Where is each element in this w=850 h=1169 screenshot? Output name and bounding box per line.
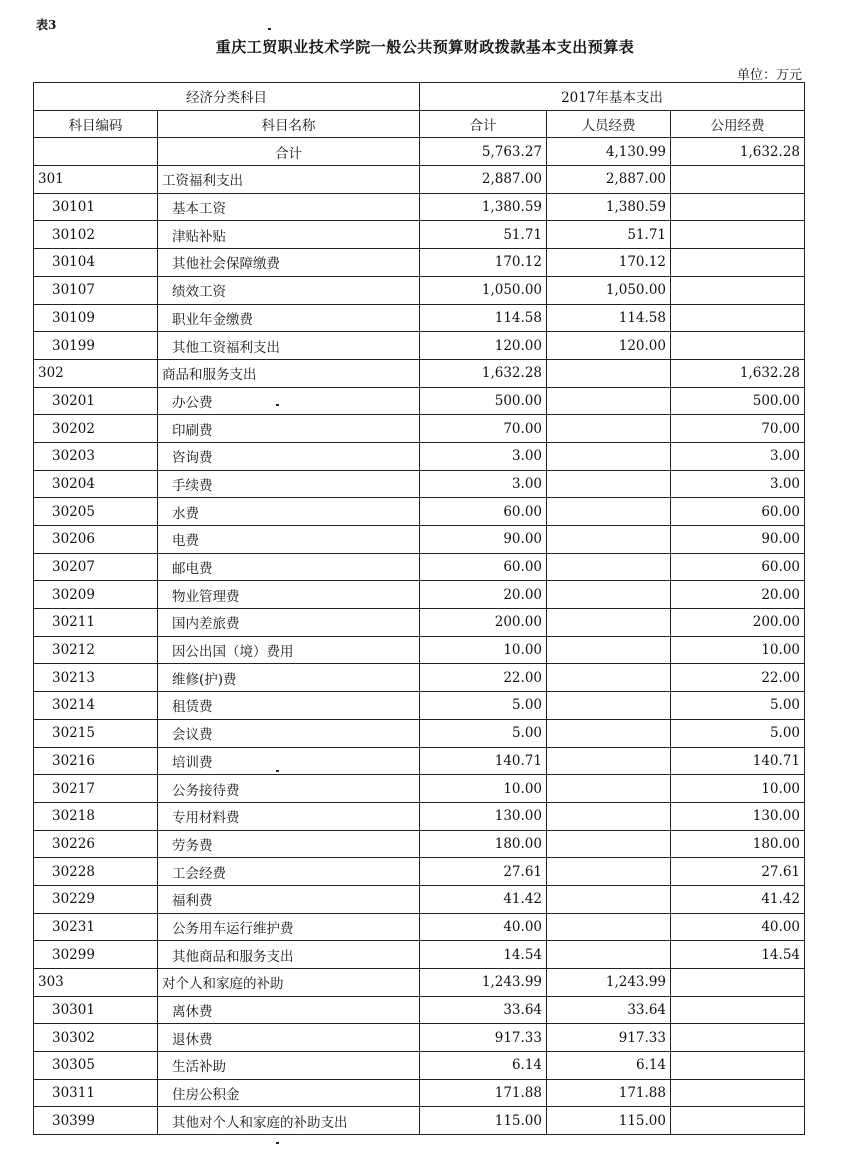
row-public	[671, 193, 805, 221]
header-total: 合计	[420, 110, 547, 138]
row-total: 171.88	[420, 1079, 547, 1107]
table-row	[34, 332, 805, 360]
row-name: 合计	[158, 138, 420, 166]
row-total: 917.33	[420, 1024, 547, 1052]
row-public: 70.00	[671, 415, 805, 443]
header-basic-expenditure-2017: 2017年基本支出	[420, 83, 805, 111]
table-row	[34, 581, 805, 609]
row-name: 工会经费	[158, 858, 420, 886]
row-code: 30102	[34, 221, 158, 249]
row-code: 30202	[34, 415, 158, 443]
row-name: 办公费	[158, 387, 420, 415]
row-name: 其他对个人和家庭的补助支出	[158, 1107, 420, 1135]
row-public	[671, 1107, 805, 1135]
row-personnel: 6.14	[547, 1052, 671, 1080]
header-row-columns	[34, 110, 805, 138]
row-personnel	[547, 526, 671, 554]
row-public: 90.00	[671, 526, 805, 554]
row-public	[671, 1052, 805, 1080]
row-name: 离休费	[158, 996, 420, 1024]
table-row	[34, 664, 805, 692]
row-total: 14.54	[420, 941, 547, 969]
table-row	[34, 221, 805, 249]
row-code: 30204	[34, 470, 158, 498]
table-row	[34, 526, 805, 554]
header-code: 科目编码	[34, 110, 158, 138]
table-row	[34, 1024, 805, 1052]
row-personnel: 33.64	[547, 996, 671, 1024]
row-code: 30212	[34, 636, 158, 664]
row-name: 维修(护)费	[158, 664, 420, 692]
row-name: 基本工资	[158, 193, 420, 221]
row-code: 30229	[34, 885, 158, 913]
row-code: 30311	[34, 1079, 158, 1107]
row-code: 30211	[34, 609, 158, 637]
row-code: 30206	[34, 526, 158, 554]
table-row	[34, 415, 805, 443]
row-personnel: 1,380.59	[547, 193, 671, 221]
row-public: 3.00	[671, 470, 805, 498]
row-personnel: 171.88	[547, 1079, 671, 1107]
table-row	[34, 276, 805, 304]
row-total: 20.00	[420, 581, 547, 609]
row-name: 会议费	[158, 719, 420, 747]
row-personnel: 1,050.00	[547, 276, 671, 304]
row-public	[671, 166, 805, 194]
row-personnel	[547, 913, 671, 941]
row-code: 30101	[34, 193, 158, 221]
row-total: 60.00	[420, 498, 547, 526]
row-public: 27.61	[671, 858, 805, 886]
row-total: 40.00	[420, 913, 547, 941]
row-name: 津贴补贴	[158, 221, 420, 249]
row-public	[671, 249, 805, 277]
row-public: 5.00	[671, 692, 805, 720]
row-total: 140.71	[420, 747, 547, 775]
row-public: 5.00	[671, 719, 805, 747]
row-personnel	[547, 498, 671, 526]
row-code: 30216	[34, 747, 158, 775]
table-row	[34, 969, 805, 997]
row-personnel	[547, 802, 671, 830]
row-name: 公务用车运行维护费	[158, 913, 420, 941]
row-personnel: 1,243.99	[547, 969, 671, 997]
row-name: 物业管理费	[158, 581, 420, 609]
row-total: 33.64	[420, 996, 547, 1024]
table-row	[34, 249, 805, 277]
row-name: 生活补助	[158, 1052, 420, 1080]
row-personnel: 51.71	[547, 221, 671, 249]
table-row	[34, 636, 805, 664]
row-total: 3.00	[420, 470, 547, 498]
row-code: 30302	[34, 1024, 158, 1052]
row-code: 30231	[34, 913, 158, 941]
table-row	[34, 166, 805, 194]
row-name: 福利费	[158, 885, 420, 913]
row-code: 30109	[34, 304, 158, 332]
row-personnel: 4,130.99	[547, 138, 671, 166]
table-row	[34, 1052, 805, 1080]
table-row	[34, 387, 805, 415]
row-personnel	[547, 609, 671, 637]
row-name: 劳务费	[158, 830, 420, 858]
row-personnel: 114.58	[547, 304, 671, 332]
row-personnel	[547, 747, 671, 775]
row-personnel	[547, 470, 671, 498]
header-public: 公用经费	[671, 110, 805, 138]
table-row	[34, 470, 805, 498]
row-public	[671, 1079, 805, 1107]
table-row	[34, 830, 805, 858]
table-row	[34, 553, 805, 581]
table-row	[34, 802, 805, 830]
row-public: 41.42	[671, 885, 805, 913]
row-personnel	[547, 885, 671, 913]
row-personnel	[547, 692, 671, 720]
row-name: 商品和服务支出	[158, 359, 420, 387]
table-row	[34, 138, 805, 166]
row-code: 30205	[34, 498, 158, 526]
row-code: 30226	[34, 830, 158, 858]
row-name: 印刷费	[158, 415, 420, 443]
scan-speck	[268, 28, 271, 30]
header-personnel: 人员经费	[547, 110, 671, 138]
row-total: 5.00	[420, 719, 547, 747]
table-row	[34, 1107, 805, 1135]
row-total: 60.00	[420, 553, 547, 581]
row-name: 公务接待费	[158, 775, 420, 803]
row-personnel	[547, 442, 671, 470]
row-personnel	[547, 387, 671, 415]
row-personnel	[547, 775, 671, 803]
row-total: 200.00	[420, 609, 547, 637]
row-public: 60.00	[671, 498, 805, 526]
scan-speck	[276, 770, 279, 772]
row-name: 工资福利支出	[158, 166, 420, 194]
row-code: 30215	[34, 719, 158, 747]
row-total: 115.00	[420, 1107, 547, 1135]
row-total: 3.00	[420, 442, 547, 470]
row-public: 3.00	[671, 442, 805, 470]
row-name: 电费	[158, 526, 420, 554]
row-name: 邮电费	[158, 553, 420, 581]
row-public: 14.54	[671, 941, 805, 969]
row-personnel	[547, 415, 671, 443]
row-total: 70.00	[420, 415, 547, 443]
row-total: 5.00	[420, 692, 547, 720]
row-name: 其他工资福利支出	[158, 332, 420, 360]
row-personnel	[547, 636, 671, 664]
row-personnel: 170.12	[547, 249, 671, 277]
row-name: 其他商品和服务支出	[158, 941, 420, 969]
row-code: 30228	[34, 858, 158, 886]
row-code: 30217	[34, 775, 158, 803]
row-total: 500.00	[420, 387, 547, 415]
row-total: 51.71	[420, 221, 547, 249]
header-economic-classification: 经济分类科目	[34, 83, 420, 111]
row-name: 对个人和家庭的补助	[158, 969, 420, 997]
row-code: 30209	[34, 581, 158, 609]
table-row	[34, 498, 805, 526]
row-code: 30399	[34, 1107, 158, 1135]
table-row	[34, 885, 805, 913]
row-public: 1,632.28	[671, 138, 805, 166]
row-name: 培训费	[158, 747, 420, 775]
row-total: 2,887.00	[420, 166, 547, 194]
table-row	[34, 692, 805, 720]
table-row	[34, 442, 805, 470]
row-total: 6.14	[420, 1052, 547, 1080]
row-personnel	[547, 553, 671, 581]
row-total: 170.12	[420, 249, 547, 277]
row-public	[671, 304, 805, 332]
row-total: 1,632.28	[420, 359, 547, 387]
scan-speck	[276, 1142, 279, 1144]
row-public: 20.00	[671, 581, 805, 609]
table-row	[34, 359, 805, 387]
row-name: 手续费	[158, 470, 420, 498]
row-name: 绩效工资	[158, 276, 420, 304]
row-code: 30213	[34, 664, 158, 692]
row-code: 30305	[34, 1052, 158, 1080]
table-row	[34, 609, 805, 637]
row-code: 30214	[34, 692, 158, 720]
row-public: 22.00	[671, 664, 805, 692]
row-code: 30104	[34, 249, 158, 277]
row-name: 国内差旅费	[158, 609, 420, 637]
row-code	[34, 138, 158, 166]
row-public	[671, 996, 805, 1024]
row-public	[671, 221, 805, 249]
table-row	[34, 1079, 805, 1107]
row-total: 22.00	[420, 664, 547, 692]
scan-speck	[276, 404, 279, 406]
row-public	[671, 276, 805, 304]
row-public: 180.00	[671, 830, 805, 858]
row-code: 30107	[34, 276, 158, 304]
row-total: 27.61	[420, 858, 547, 886]
row-code: 30301	[34, 996, 158, 1024]
row-public: 500.00	[671, 387, 805, 415]
row-public: 1,632.28	[671, 359, 805, 387]
row-public	[671, 969, 805, 997]
row-code: 30203	[34, 442, 158, 470]
row-name: 专用材料费	[158, 802, 420, 830]
table-row	[34, 747, 805, 775]
row-code: 303	[34, 969, 158, 997]
row-personnel	[547, 941, 671, 969]
row-total: 10.00	[420, 636, 547, 664]
row-code: 30299	[34, 941, 158, 969]
budget-table-body	[34, 138, 805, 1135]
row-name: 租赁费	[158, 692, 420, 720]
table-row	[34, 913, 805, 941]
row-total: 90.00	[420, 526, 547, 554]
table-row	[34, 858, 805, 886]
row-public	[671, 1024, 805, 1052]
row-total: 1,380.59	[420, 193, 547, 221]
row-public: 60.00	[671, 553, 805, 581]
row-personnel: 917.33	[547, 1024, 671, 1052]
row-name: 退休费	[158, 1024, 420, 1052]
unit-label: 单位：万元	[736, 68, 802, 83]
row-total: 10.00	[420, 775, 547, 803]
row-code: 302	[34, 359, 158, 387]
row-personnel: 120.00	[547, 332, 671, 360]
row-personnel	[547, 664, 671, 692]
row-public: 40.00	[671, 913, 805, 941]
row-public: 200.00	[671, 609, 805, 637]
row-total: 120.00	[420, 332, 547, 360]
row-personnel	[547, 581, 671, 609]
row-personnel	[547, 719, 671, 747]
row-name: 因公出国（境）费用	[158, 636, 420, 664]
row-code: 30207	[34, 553, 158, 581]
header-name: 科目名称	[158, 110, 420, 138]
row-total: 41.42	[420, 885, 547, 913]
row-public: 10.00	[671, 636, 805, 664]
row-name: 住房公积金	[158, 1079, 420, 1107]
page-title: 重庆工贸职业技术学院一般公共预算财政拨款基本支出预算表	[215, 38, 635, 56]
table-row	[34, 304, 805, 332]
row-public: 10.00	[671, 775, 805, 803]
row-name: 职业年金缴费	[158, 304, 420, 332]
row-personnel	[547, 830, 671, 858]
row-code: 30218	[34, 802, 158, 830]
table-row	[34, 193, 805, 221]
row-total: 1,243.99	[420, 969, 547, 997]
row-code: 30199	[34, 332, 158, 360]
table-label: 表3	[36, 18, 57, 32]
table-row	[34, 996, 805, 1024]
row-total: 180.00	[420, 830, 547, 858]
header-row-group	[34, 83, 805, 111]
row-personnel	[547, 858, 671, 886]
row-personnel: 115.00	[547, 1107, 671, 1135]
row-total: 114.58	[420, 304, 547, 332]
row-total: 130.00	[420, 802, 547, 830]
row-personnel: 2,887.00	[547, 166, 671, 194]
row-public: 130.00	[671, 802, 805, 830]
row-personnel	[547, 359, 671, 387]
row-code: 301	[34, 166, 158, 194]
row-name: 咨询费	[158, 442, 420, 470]
row-name: 其他社会保障缴费	[158, 249, 420, 277]
row-code: 30201	[34, 387, 158, 415]
row-name: 水费	[158, 498, 420, 526]
row-public: 140.71	[671, 747, 805, 775]
table-row	[34, 719, 805, 747]
table-row	[34, 941, 805, 969]
row-total: 1,050.00	[420, 276, 547, 304]
row-total: 5,763.27	[420, 138, 547, 166]
budget-table	[33, 82, 805, 1135]
table-row	[34, 775, 805, 803]
row-public	[671, 332, 805, 360]
